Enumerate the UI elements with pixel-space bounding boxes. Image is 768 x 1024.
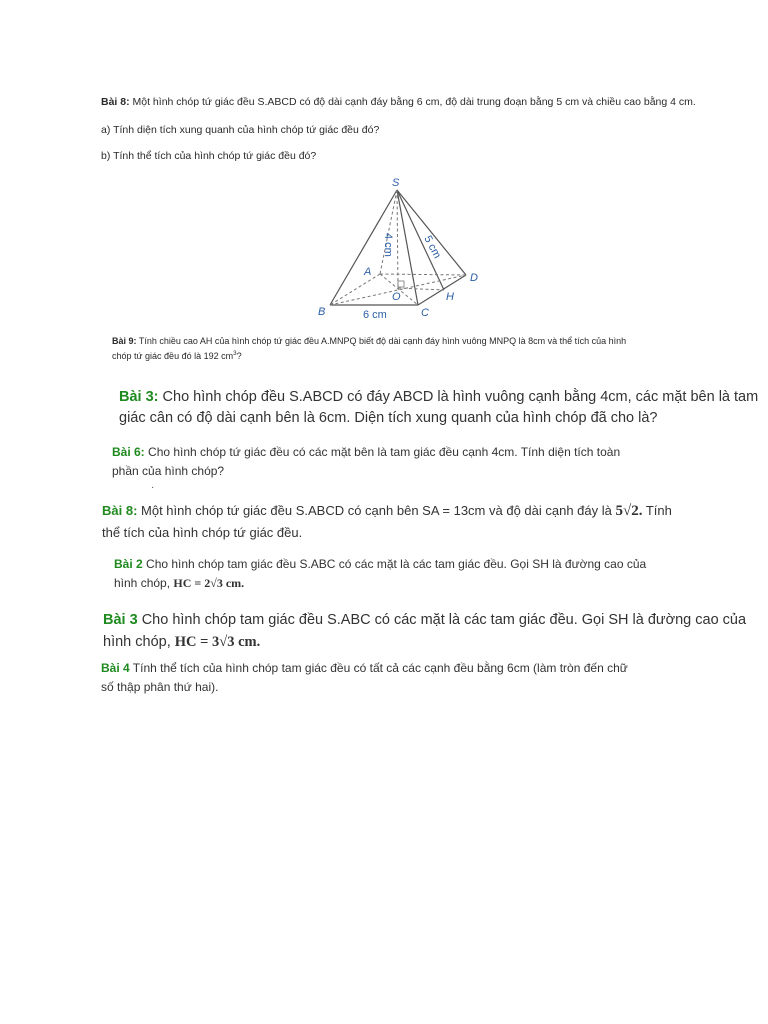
edge-SA <box>380 190 397 274</box>
problem-label: Bài 8: <box>102 503 138 518</box>
question-b: b) Tính thể tích của hình chóp tứ giác đều đó? <box>101 150 317 162</box>
superscript: 3 <box>233 350 237 357</box>
problem-text: Một hình chóp tứ giác đều S.ABCD có độ dài cạnh đáy bằng 6 cm, độ dài trung đoạn bằng 5 cm và chiều cao bằng 4 cm. <box>129 96 696 108</box>
problem-3-line1 <box>119 389 758 405</box>
edge-AD <box>380 274 466 275</box>
label-base: 6 cm <box>363 309 387 321</box>
problem-text: Tính <box>642 503 672 518</box>
problem-text: Cho hình chóp tam giác đều S.ABC có các mặt là các tam giác đều. Gọi SH là đường cao của <box>137 612 747 628</box>
problem-text: hình chóp, <box>103 634 175 650</box>
height-SO <box>397 190 398 288</box>
problem-text: Một hình chóp tứ giác đều S.ABCD có cạnh bên SA = 13cm và độ dài cạnh đáy là <box>137 503 616 518</box>
problem-2-line2 <box>114 576 244 591</box>
problem-label: Bài 3: <box>119 389 159 405</box>
problem-4-line1 <box>101 661 628 675</box>
label-slant: 5 cm <box>421 233 444 261</box>
problem-label: Bài 3 <box>103 612 138 628</box>
problem-6-line1 <box>112 445 620 459</box>
problem-label: Bài 4 <box>101 661 130 675</box>
math-expression: HC = 2√3 cm. <box>173 576 245 590</box>
problem-4-line2: số thập phân thứ hai). <box>101 680 219 694</box>
problem-9-line1 <box>112 336 626 346</box>
label-C: C <box>421 307 429 319</box>
problem-label: Bài 9: <box>112 336 137 346</box>
problem-2-line1 <box>114 557 646 571</box>
problem-label: Bài 2 <box>114 557 143 571</box>
problem-label: Bài 6: <box>112 445 145 459</box>
right-angle-mark <box>398 281 404 287</box>
problem-text: Cho hình chóp tứ giác đều có các mặt bên là tam giác đều cạnh 4cm. Tính diện tích toàn <box>144 445 621 459</box>
problem-9-line2 <box>112 350 242 361</box>
problem-8-line1 <box>102 503 672 520</box>
math-expression: HC = 3√3 cm. <box>174 634 261 650</box>
problem-text: Tính chiều cao AH của hình chóp tứ giác đều A.MNPQ biết độ dài cạnh đáy hình vuông MNPQ là 8cm và thể tích của hình <box>136 336 627 346</box>
pyramid-figure <box>0 0 768 330</box>
label-A: A <box>364 266 372 278</box>
problem-3b-line1 <box>103 612 746 628</box>
problem-text: chóp tứ giác đều đó là 192 cm <box>112 351 234 361</box>
problem-text: Tính thể tích của hình chóp tam giác đều có tất cả các cạnh đều bằng 6cm (làm tròn đến chữ <box>129 661 628 675</box>
problem-text: Cho hình chóp tam giác đều S.ABC có các mặt là các tam giác đều. Gọi SH là đường cao của <box>142 557 647 571</box>
label-O: O <box>392 291 401 303</box>
label-D: D <box>470 272 478 284</box>
problem-3-line2: giác cân có độ dài cạnh bên là 6cm. Diện tích xung quanh của hình chóp đã cho là? <box>119 410 658 426</box>
question-a: a) Tính diện tích xung quanh của hình chóp tứ giác đều đó? <box>101 124 380 136</box>
label-H: H <box>446 291 454 303</box>
math-expression: 5√2. <box>615 503 643 519</box>
problem-text: ? <box>236 351 242 361</box>
label-B: B <box>318 306 326 318</box>
problem-text: hình chóp, <box>114 576 174 590</box>
problem-6-line2: phần của hình chóp? <box>112 464 225 478</box>
label-S: S <box>392 177 400 189</box>
stray-dot: · <box>151 482 155 493</box>
problem-3b-line2 <box>103 634 260 651</box>
edge-AB <box>330 274 380 305</box>
problem-8-line2: thể tích của hình chóp tứ giác đều. <box>102 525 303 540</box>
segment-OH <box>398 288 444 290</box>
problem-label: Bài 8: <box>101 96 130 108</box>
problem-text: Cho hình chóp đều S.ABCD có đáy ABCD là hình vuông cạnh bằng 4cm, các mặt bên là tam <box>158 389 759 405</box>
label-height: 4 cm <box>382 233 394 257</box>
